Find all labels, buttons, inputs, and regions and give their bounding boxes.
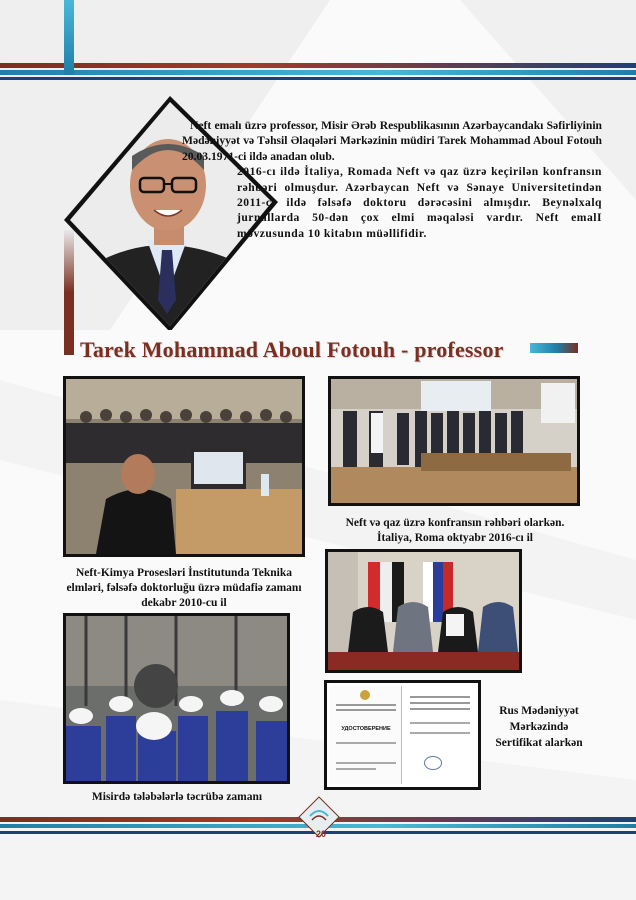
certificate-right-page bbox=[404, 686, 476, 784]
caption-defense: Neft-Kimya Prosesləri İnstitutunda Teknika elmləri, fəlsəfə doktorluğu üzrə müdafiə zamanı dekabr 2010-cu il bbox=[66, 567, 302, 609]
photo-ceremony bbox=[325, 549, 522, 673]
top-stripe-maroon bbox=[0, 63, 636, 68]
certificate-emblem bbox=[360, 690, 370, 700]
bio-text bbox=[182, 118, 602, 241]
photo-defense bbox=[63, 376, 305, 557]
caption-students: Misirdə tələbələrlə təcrübə zamanı bbox=[91, 791, 263, 803]
photo-conference bbox=[328, 376, 580, 506]
certificate-stamp bbox=[424, 756, 442, 770]
bio-paragraph-2: 2016-cı ildə İtaliya, Romada Neft və qaz üzrə keçirilən konfransın rəhbəri olmuşdur. Azərbaycan Neft və Sənaye Universitetindən 2011-ci ildə fəlsəfə doktoru dərəcəsini almışdır. Beynəlxalq jurnallarda 50-dən çox elmi məqaləsi vardır. Neft emalI mövzusunda 10 kitabın müəllifidir. bbox=[237, 165, 602, 240]
top-stripe-navy bbox=[0, 77, 636, 80]
page-number: 20 bbox=[316, 829, 327, 839]
top-stripe-cyan bbox=[0, 70, 636, 75]
photo-certificate bbox=[324, 680, 481, 790]
page-title: Tarek Mohammad Aboul Fotouh - professor bbox=[80, 337, 504, 362]
vertical-bar-cyan bbox=[64, 0, 74, 75]
photo-students bbox=[63, 613, 290, 784]
title-accent-bar bbox=[530, 343, 578, 353]
certificate-left-page bbox=[330, 686, 402, 784]
caption-conference: Neft və qaz üzrə konfransın rəhbəri olarkən. İtaliya, Roma oktyabr 2016-cı il bbox=[345, 517, 565, 544]
caption-certificate: Rus Mədəniyyət Mərkəzində Sertifikat alarkən bbox=[495, 705, 583, 749]
certificate-heading: УДОСТОВЕРЕНИЕ bbox=[341, 726, 391, 732]
bio-paragraph-1: Neft emalı üzrə professor, Misir Ərəb Respublikasının Azərbaycandakı Səfirliyinin Mədəniyyət və Təhsil Əlaqələri Mərkəzinin müdiri Tarek Mohammad Aboul Fotouh 20.03.1971-ci ildə anadan olub. bbox=[182, 119, 602, 163]
